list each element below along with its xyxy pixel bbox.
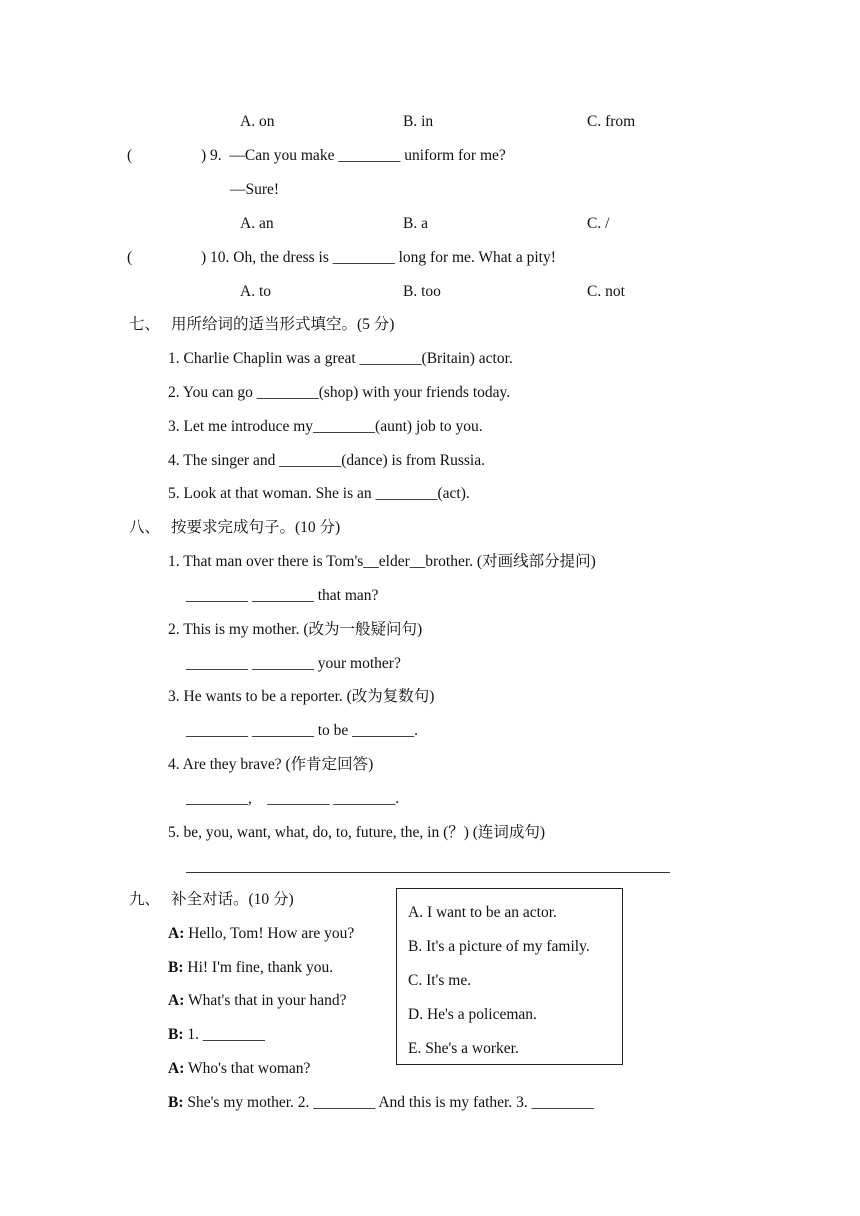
section8-item-1-question: 1. That man over there is Tom's__elder__brother. (对画线部分提问) bbox=[168, 553, 596, 570]
section8-title: 按要求完成句子。(10 分) bbox=[171, 519, 341, 536]
q9-answer-paren: ( bbox=[127, 147, 133, 164]
dialogue-line-1 bbox=[168, 924, 354, 944]
q8-option-b: B. in bbox=[403, 113, 434, 130]
section8-item-3-answer: ________ ________ to be ________. bbox=[186, 722, 419, 739]
dialogue-text: Hi! I'm fine, thank you. bbox=[183, 959, 334, 976]
section7-item-5: 5. Look at that woman. She is an ________(act). bbox=[168, 485, 470, 502]
q10-option-a: A. to bbox=[240, 283, 271, 300]
section8-item-5-answer-line bbox=[186, 872, 670, 873]
dialogue-line-5 bbox=[168, 1059, 310, 1079]
section8-item-3-question: 3. He wants to be a reporter. (改为复数句) bbox=[168, 688, 435, 705]
q8-option-a: A. on bbox=[240, 113, 275, 130]
section8-item-4-question: 4. Are they brave? (作肯定回答) bbox=[168, 756, 374, 773]
section9-number: 九、 bbox=[129, 891, 161, 908]
section8-item-1-answer: ________ ________ that man? bbox=[186, 587, 379, 604]
dialogue-speaker: B: bbox=[168, 1094, 184, 1111]
dialogue-speaker: A: bbox=[168, 925, 185, 942]
dialogue-speaker: B: bbox=[168, 1026, 184, 1043]
dialogue-speaker: A: bbox=[168, 1060, 185, 1077]
section7-item-4: 4. The singer and ________(dance) is from Russia. bbox=[168, 452, 485, 469]
choice-d: D. He's a policeman. bbox=[408, 1006, 537, 1023]
q10-answer-paren: ( bbox=[127, 249, 133, 266]
section8-item-4-answer: ________, ________ ________. bbox=[186, 790, 400, 807]
dialogue-text: What's that in your hand? bbox=[184, 992, 347, 1009]
q8-option-c: C. from bbox=[587, 113, 636, 130]
q10-option-c: C. not bbox=[587, 283, 625, 300]
q10-question: ) 10. Oh, the dress is ________ long for me. What a pity! bbox=[201, 249, 556, 266]
dialogue-text: Who's that woman? bbox=[184, 1060, 311, 1077]
choice-e: E. She's a worker. bbox=[408, 1040, 519, 1057]
q9-option-c: C. / bbox=[587, 215, 610, 232]
q10-option-b: B. too bbox=[403, 283, 441, 300]
section7-item-2: 2. You can go ________(shop) with your friends today. bbox=[168, 384, 511, 401]
section7-title: 用所给词的适当形式填空。(5 分) bbox=[171, 316, 395, 333]
section7-item-1: 1. Charlie Chaplin was a great ________(Britain) actor. bbox=[168, 350, 513, 367]
dialogue-line-2 bbox=[168, 958, 333, 978]
section9-title: 补全对话。(10 分) bbox=[171, 891, 294, 908]
dialogue-line-3 bbox=[168, 991, 347, 1011]
dialogue-text: Hello, Tom! How are you? bbox=[184, 925, 355, 942]
dialogue-text: 1. ________ bbox=[183, 1026, 265, 1043]
choice-c: C. It's me. bbox=[408, 972, 472, 989]
dialogue-line-4 bbox=[168, 1025, 265, 1045]
dialogue-text: She's my mother. 2. ________ And this is my father. 3. ________ bbox=[183, 1094, 594, 1111]
q9-option-b: B. a bbox=[403, 215, 428, 232]
section8-number: 八、 bbox=[129, 519, 161, 536]
section8-item-5-question: 5. be, you, want, what, do, to, future, the, in (？) (连词成句) bbox=[168, 824, 546, 841]
dialogue-speaker: A: bbox=[168, 992, 185, 1009]
section8-item-2-question: 2. This is my mother. (改为一般疑问句) bbox=[168, 621, 423, 638]
dialogue-speaker: B: bbox=[168, 959, 184, 976]
choice-a: A. I want to be an actor. bbox=[408, 904, 557, 921]
section8-item-2-answer: ________ ________ your mother? bbox=[186, 655, 401, 672]
section7-number: 七、 bbox=[129, 316, 161, 333]
q9-reply: —Sure! bbox=[230, 181, 280, 198]
dialogue-line-6 bbox=[168, 1093, 594, 1113]
q9-question: ) 9. —Can you make ________ uniform for me? bbox=[201, 147, 506, 164]
q9-option-a: A. an bbox=[240, 215, 274, 232]
section7-item-3: 3. Let me introduce my________(aunt) job to you. bbox=[168, 418, 483, 435]
choice-b: B. It's a picture of my family. bbox=[408, 938, 590, 955]
